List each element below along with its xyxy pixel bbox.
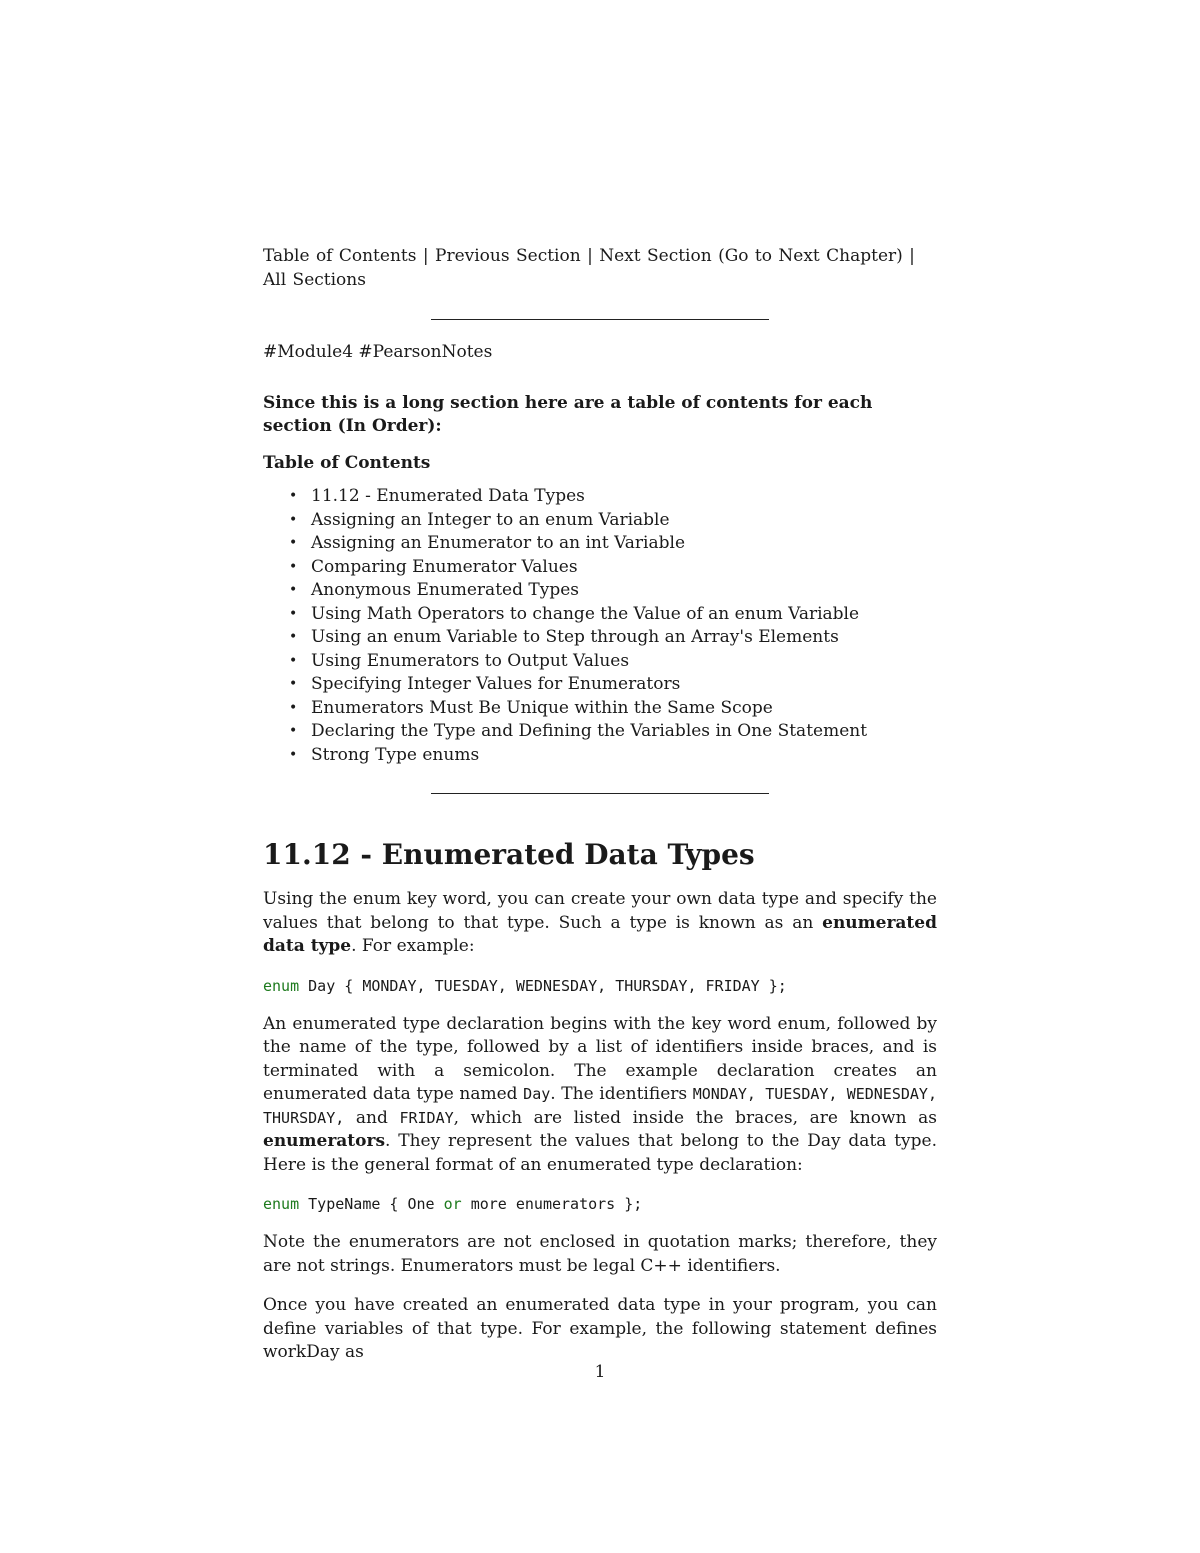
toc-item: [289, 744, 937, 768]
toc-item-link[interactable]: Using Enumerators to Output Values: [311, 650, 630, 671]
toc-link[interactable]: Table of Contents: [263, 246, 417, 266]
toc-item-link[interactable]: Comparing Enumerator Values: [311, 556, 578, 577]
navigation-bar: [263, 244, 937, 292]
text-run: , which are listed inside the braces, are known as: [453, 1107, 937, 1128]
toc-item-link[interactable]: Anonymous Enumerated Types: [311, 580, 579, 600]
toc-item-link[interactable]: Strong Type enums: [311, 744, 480, 765]
bullet-icon: •: [289, 629, 298, 645]
code-example-day: [263, 975, 937, 997]
bullet-icon: •: [289, 723, 298, 739]
text-run: and: [344, 1107, 400, 1128]
bullet-icon: •: [289, 511, 298, 528]
toc-item-link[interactable]: Declaring the Type and Defining the Variables in One Statement: [311, 721, 868, 741]
code-keyword: or: [443, 1195, 462, 1213]
paragraph-intro: [263, 888, 937, 959]
bullet-icon: •: [289, 699, 298, 716]
toc-item: [289, 697, 937, 721]
bullet-icon: •: [289, 558, 298, 575]
paragraph-define-variables: Once you have created an enumerated data type in your program, you can define variables of that type. For example, the following statement defines workDay as: [263, 1295, 937, 1362]
horizontal-divider: [431, 319, 769, 320]
toc-item-link[interactable]: 11.12 - Enumerated Data Types: [311, 486, 585, 506]
page-number: 1: [594, 1362, 606, 1382]
code-text: more enumerators };: [461, 1195, 643, 1213]
nav-separator: |: [580, 246, 600, 266]
next-section-link[interactable]: Next Section (Go to Next Chapter): [599, 246, 903, 266]
bullet-icon: •: [289, 535, 298, 551]
toc-item: [289, 673, 937, 697]
toc-item-link[interactable]: Assigning an Integer to an enum Variable: [311, 509, 670, 530]
toc-item-link[interactable]: Enumerators Must Be Unique within the Same Scope: [311, 697, 773, 718]
toc-heading: Table of Contents: [263, 453, 431, 473]
toc-item: [289, 556, 937, 580]
text-run: . The identifiers: [550, 1084, 693, 1104]
text-run: . For example:: [351, 936, 475, 956]
toc-item: [289, 579, 937, 603]
page-content: [263, 244, 937, 1365]
paragraph-declaration: [263, 1013, 937, 1178]
nav-separator: |: [902, 246, 915, 266]
toc-item: [289, 720, 937, 744]
intro-text: Since this is a long section here are a table of contents for each section (In Order):: [263, 393, 873, 436]
bullet-icon: •: [289, 582, 298, 598]
text-run: . They represent the values that belong to the Day data type. Here is the general format of an enumerated type declaration:: [263, 1131, 937, 1175]
code-inline: FRIDAY: [399, 1108, 454, 1127]
tags-line: #Module4 #PearsonNotes: [263, 342, 493, 362]
code-text: TypeName { One: [299, 1195, 444, 1213]
section-heading: 11.12 - Enumerated Data Types: [263, 838, 755, 871]
toc-item: [289, 603, 937, 627]
horizontal-divider: [431, 793, 769, 794]
bullet-icon: •: [289, 746, 298, 763]
text-run: Using the enum key word, you can create your own data type and specify the values that belong to that type. Such a type is known as an: [263, 889, 937, 933]
code-inline: Day: [523, 1085, 551, 1103]
code-text: Day { MONDAY, TUESDAY, WEDNESDAY, THURSDAY, FRIDAY };: [299, 976, 787, 995]
code-keyword: enum: [263, 1195, 300, 1213]
bullet-icon: •: [289, 488, 298, 504]
toc-item: [289, 532, 937, 556]
toc-item-link[interactable]: Specifying Integer Values for Enumerators: [311, 674, 681, 694]
nav-separator: |: [416, 246, 436, 266]
paragraph-note: Note the enumerators are not enclosed in quotation marks; therefore, they are not strings. Enumerators must be legal C++ identifiers.: [263, 1232, 937, 1276]
toc-item-link[interactable]: Assigning an Enumerator to an int Variable: [311, 533, 686, 553]
bullet-icon: •: [289, 676, 298, 692]
term-enumerators: enumerators: [263, 1131, 386, 1151]
bullet-icon: •: [289, 652, 298, 669]
code-example-general: [263, 1193, 937, 1215]
term-enumerated-data-type: enumerated data type: [263, 912, 937, 956]
bullet-icon: •: [289, 605, 298, 622]
toc-item-link[interactable]: Using an enum Variable to Step through an Array's Elements: [311, 627, 839, 647]
toc-item: [289, 509, 937, 533]
previous-section-link[interactable]: Previous Section: [435, 246, 581, 266]
toc-item: [289, 650, 937, 674]
text-run: An enumerated type declaration begins with the key word enum, followed by the name of the type, followed by a list of identifiers inside braces, and is terminated with a semicolon. The example declaration creates an enumerated data type named: [263, 1013, 937, 1104]
toc-item: [289, 626, 937, 650]
code-inline: MONDAY, TUESDAY, WEDNESDAY, THURSDAY,: [263, 1085, 937, 1127]
toc-item-link[interactable]: Using Math Operators to change the Value of an enum Variable: [311, 603, 860, 624]
all-sections-link[interactable]: All Sections: [263, 270, 366, 290]
toc-item: [289, 485, 937, 509]
toc-list: [263, 485, 937, 767]
code-keyword: enum: [263, 976, 300, 995]
